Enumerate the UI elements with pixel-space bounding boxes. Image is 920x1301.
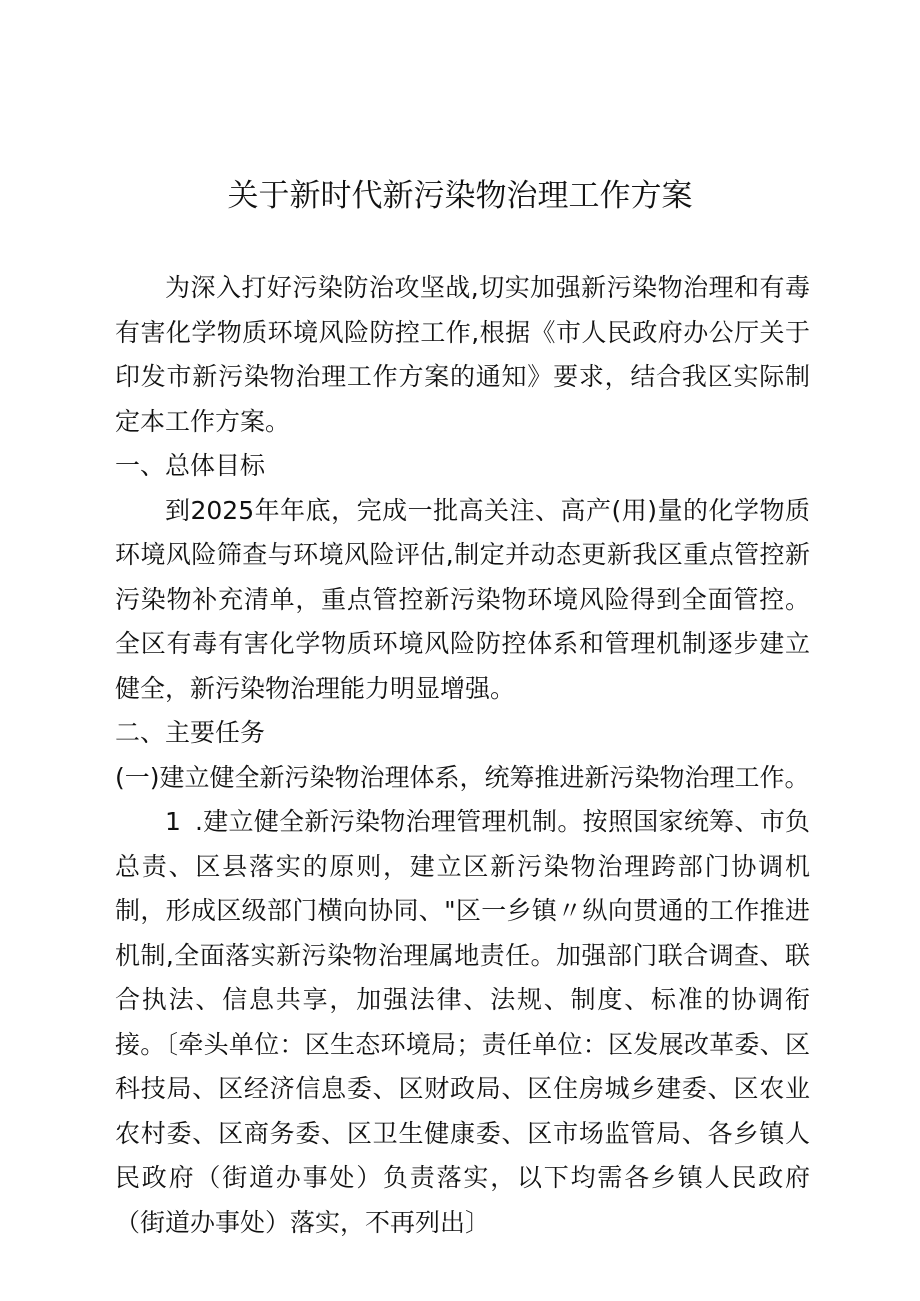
section-2-item-1 [115, 800, 810, 1245]
item-1-number: 1 [165, 807, 181, 836]
document-body [115, 266, 810, 1245]
section-2-heading: 二、主要任务 [115, 718, 266, 747]
section-1-paragraph: 到2025年年底，完成一批高关注、高产(用)量的化学物质环境风险筛查与环境风险评估,制定并动态更新我区重点管控新污染物补充清单，重点管控新污染物环境风险得到全面管控。全区有毒有害化学物质环境风险防控体系和管理机制逐步建立健全，新污染物治理能力明显增强。 [115, 495, 810, 703]
item-1-text: .建立健全新污染物治理管理机制。按照国家统筹、市负总责、区县落实的原则，建立区新污染物治理跨部门协调机制，形成区级部门横向协同、"区一乡镇〃纵向贯通的工作推进机制,全面落实新污染物治理属地责任。加强部门联合调查、联合执法、信息共享，加强法律、法规、制度、标准的协调衔接。〔牵头单位：区生态环境局；责任单位：区发展改革委、区科技局、区经济信息委、区财政局、区住房城乡建委、区农业农村委、区商务委、区卫生健康委、区市场监管局、各乡镇人民政府（街道办事处）负责落实，以下均需各乡镇人民政府（街道办事处）落实，不再列出〕 [115, 807, 810, 1237]
document-title: 关于新时代新污染物治理工作方案 [227, 178, 693, 214]
intro-paragraph: 为深入打好污染防治攻坚战,切实加强新污染物治理和有毒有害化学物质环境风险防控工作,根据《市人民政府办公厅关于印发市新污染物治理工作方案的通知》要求，结合我区实际制定本工作方案。 [115, 273, 810, 436]
section-1-heading: 一、总体目标 [115, 451, 266, 480]
section-2-subheading: (一)建立健全新污染物治理体系，统筹推进新污染物治理工作。 [115, 762, 810, 792]
